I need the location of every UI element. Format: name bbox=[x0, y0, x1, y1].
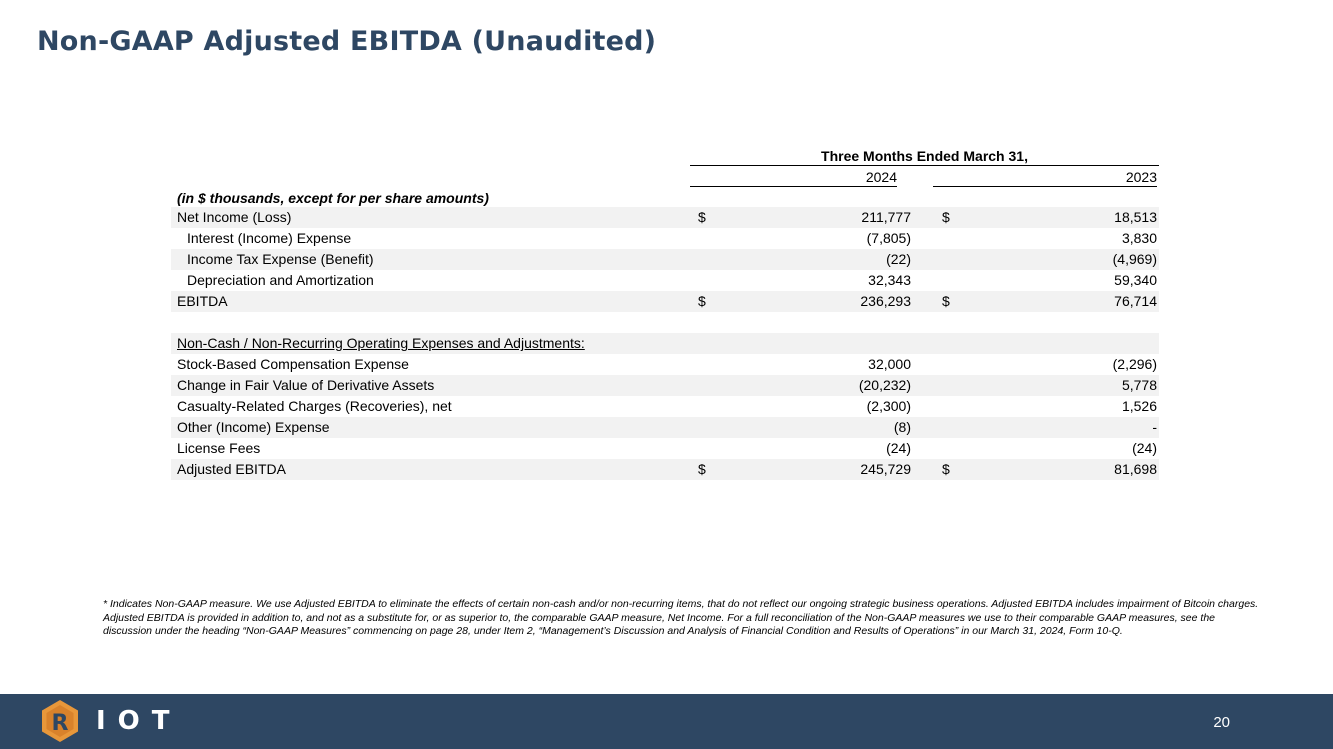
value-2023: 3,830 bbox=[1121, 230, 1157, 246]
riot-logo bbox=[40, 699, 182, 743]
value-2023: 5,778 bbox=[1121, 377, 1157, 393]
table-row bbox=[171, 270, 1159, 291]
table-spacer-row bbox=[171, 312, 1159, 333]
page-number: 20 bbox=[1213, 714, 1230, 731]
logo-wordmark: IOT bbox=[96, 706, 182, 736]
footer-bar bbox=[0, 694, 1333, 749]
column-header-2024: 2024 bbox=[690, 169, 897, 187]
units-note: (in $ thousands, except for per share amounts) bbox=[177, 190, 489, 206]
currency-symbol: $ bbox=[942, 461, 950, 477]
value-2024: 32,343 bbox=[868, 272, 911, 288]
row-label: Income Tax Expense (Benefit) bbox=[187, 251, 374, 267]
table-row bbox=[171, 228, 1159, 249]
value-2024: (20,232) bbox=[858, 377, 911, 393]
section-header-label: Non-Cash / Non-Recurring Operating Expenses and Adjustments: bbox=[177, 335, 585, 351]
table-row bbox=[171, 207, 1159, 228]
table-row bbox=[171, 249, 1159, 270]
value-2023: 76,714 bbox=[1114, 293, 1157, 309]
logo-mark-letter: R bbox=[51, 711, 69, 736]
currency-symbol: $ bbox=[698, 209, 706, 225]
row-label: EBITDA bbox=[177, 293, 228, 309]
table-row bbox=[171, 438, 1159, 459]
value-2023: - bbox=[1152, 419, 1157, 435]
value-2024: (22) bbox=[886, 251, 911, 267]
value-2023: (2,296) bbox=[1112, 356, 1157, 372]
value-2023: 59,340 bbox=[1114, 272, 1157, 288]
value-2023: 1,526 bbox=[1121, 398, 1157, 414]
row-label: Change in Fair Value of Derivative Assets bbox=[177, 377, 435, 393]
table-row bbox=[171, 291, 1159, 312]
ebitda-table bbox=[171, 207, 1159, 480]
row-label: Casualty-Related Charges (Recoveries), net bbox=[177, 398, 452, 414]
value-2024: 32,000 bbox=[868, 356, 911, 372]
currency-symbol: $ bbox=[698, 461, 706, 477]
row-label: Net Income (Loss) bbox=[177, 209, 292, 225]
table-row bbox=[171, 396, 1159, 417]
value-2023: (4,969) bbox=[1112, 251, 1157, 267]
column-header-2023: 2023 bbox=[933, 169, 1157, 187]
table-row bbox=[171, 354, 1159, 375]
section-header-row bbox=[171, 333, 1159, 354]
page-title: Non-GAAP Adjusted EBITDA (Unaudited) bbox=[37, 26, 657, 57]
riot-logo-hexagon-icon bbox=[40, 699, 80, 743]
value-2024: (8) bbox=[893, 419, 911, 435]
table-row bbox=[171, 459, 1159, 480]
row-label: Depreciation and Amortization bbox=[187, 272, 374, 288]
currency-symbol: $ bbox=[698, 293, 706, 309]
period-header: Three Months Ended March 31, bbox=[690, 148, 1159, 166]
footnote: * Indicates Non-GAAP measure. We use Adjusted EBITDA to eliminate the effects of certain non-cash and/or non-recurring items, that do not reflect our ongoing strategic business operations. Adjusted EBITDA includes impairment of Bitcoin charges. Adjusted EBITDA is provided in addition to, and not as a substitute for, or as superior to, the comparable GAAP measure, Net Income. For a full reconciliation of the Non-GAAP measures we use to their comparable GAAP measures, see the discussion under the heading “Non-GAAP Measures” commencing on page 28, under Item 2, “Management’s Discussion and Analysis of Financial Condition and Results of Operations” in our March 31, 2024, Form 10-Q. bbox=[103, 598, 1259, 637]
value-2024: 211,777 bbox=[861, 209, 911, 225]
value-2023: 81,698 bbox=[1114, 461, 1157, 477]
currency-symbol: $ bbox=[942, 209, 950, 225]
value-2024: (2,300) bbox=[866, 398, 911, 414]
value-2024: 236,293 bbox=[860, 293, 911, 309]
table-row bbox=[171, 375, 1159, 396]
currency-symbol: $ bbox=[942, 293, 950, 309]
value-2024: (7,805) bbox=[866, 230, 911, 246]
value-2023: 18,513 bbox=[1114, 209, 1157, 225]
value-2024: 245,729 bbox=[860, 461, 911, 477]
row-label: Interest (Income) Expense bbox=[187, 230, 352, 246]
row-label: Stock-Based Compensation Expense bbox=[177, 356, 409, 372]
table-row bbox=[171, 417, 1159, 438]
row-label: Adjusted EBITDA bbox=[177, 461, 286, 477]
value-2023: (24) bbox=[1132, 440, 1157, 456]
row-label: License Fees bbox=[177, 440, 261, 456]
row-label: Other (Income) Expense bbox=[177, 419, 330, 435]
value-2024: (24) bbox=[886, 440, 911, 456]
